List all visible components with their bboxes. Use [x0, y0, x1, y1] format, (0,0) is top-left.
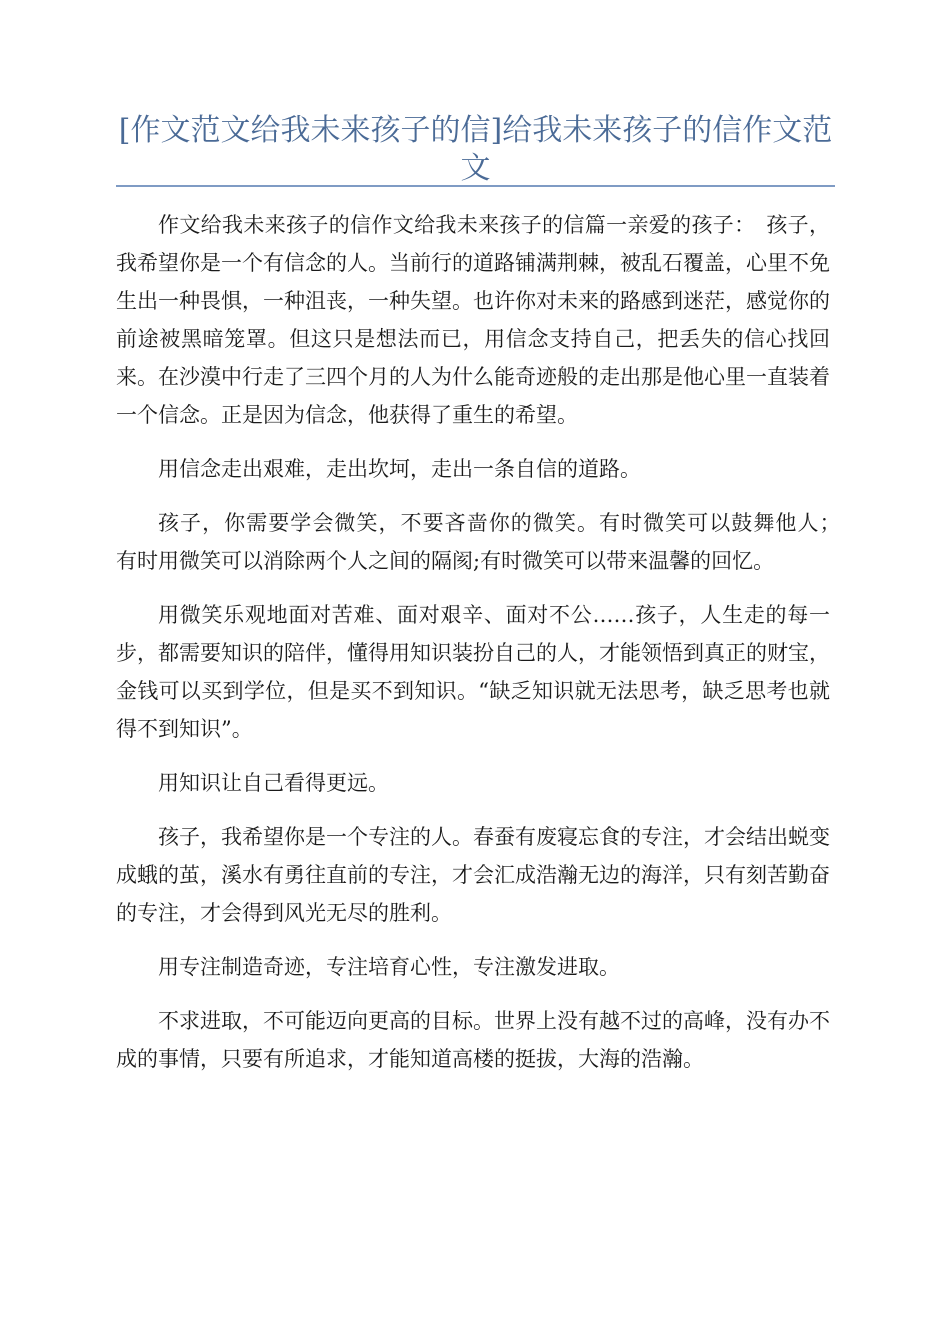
paragraph-8: 不求进取，不可能迈向更高的目标。世界上没有越不过的高峰，没有办不成的事情，只要有所追求，才能知道高楼的挺拔，大海的浩瀚。: [116, 1009, 830, 1071]
paragraph-6: 孩子，我希望你是一个专注的人。春蚕有废寝忘食的专注，才会结出蜕变成蛾的茧，溪水有勇往直前的专注，才会汇成浩瀚无边的海洋，只有刻苦勤奋的专注，才会得到风光无尽的胜利。: [116, 825, 830, 925]
paragraph-4: 用微笑乐观地面对苦难、面对艰辛、面对不公……孩子，人生走的每一步，都需要知识的陪伴，懂得用知识装扮自己的人，才能领悟到真正的财宝，金钱可以买到学位，但是买不到知识。“缺乏知识就无法思考，缺乏思考也就得不到知识”。: [116, 603, 830, 741]
paragraph-3: 孩子，你需要学会微笑，不要吝啬你的微笑。有时微笑可以鼓舞他人； 有时用微笑可以消除两个人之间的隔阂;有时微笑可以带来温馨的回忆。: [116, 511, 851, 573]
document-title: [作文范文给我未来孩子的信]给我未来孩子的信作文范文: [118, 113, 833, 186]
document-body: [116, 206, 851, 1094]
paragraph-1: 作文给我未来孩子的信作文给我未来孩子的信篇一亲爱的孩子： 孩子，我希望你是一个有信念的人。当前行的道路铺满荆棘，被乱石覆盖，心里不免生出一种畏惧，一种沮丧，一种失望。也许你对未来的路感到迷茫，感觉你的前途被黑暗笼罩。但这只是想法而已，用信念支持自己，把丢失的信心找回来。在沙漠中行走了三四个月的人为什么能奇迹般的走出那是他心里一直装着一个信念。正是因为信念，他获得了重生的希望。: [116, 213, 830, 427]
paragraph-5: 用知识让自己看得更远。: [158, 771, 389, 795]
title-underline: [116, 185, 835, 187]
paragraph-2: 用信念走出艰难，走出坎坷，走出一条自信的道路。: [158, 457, 641, 481]
paragraph-7: 用专注制造奇迹，专注培育心性，专注激发进取。: [158, 955, 620, 979]
